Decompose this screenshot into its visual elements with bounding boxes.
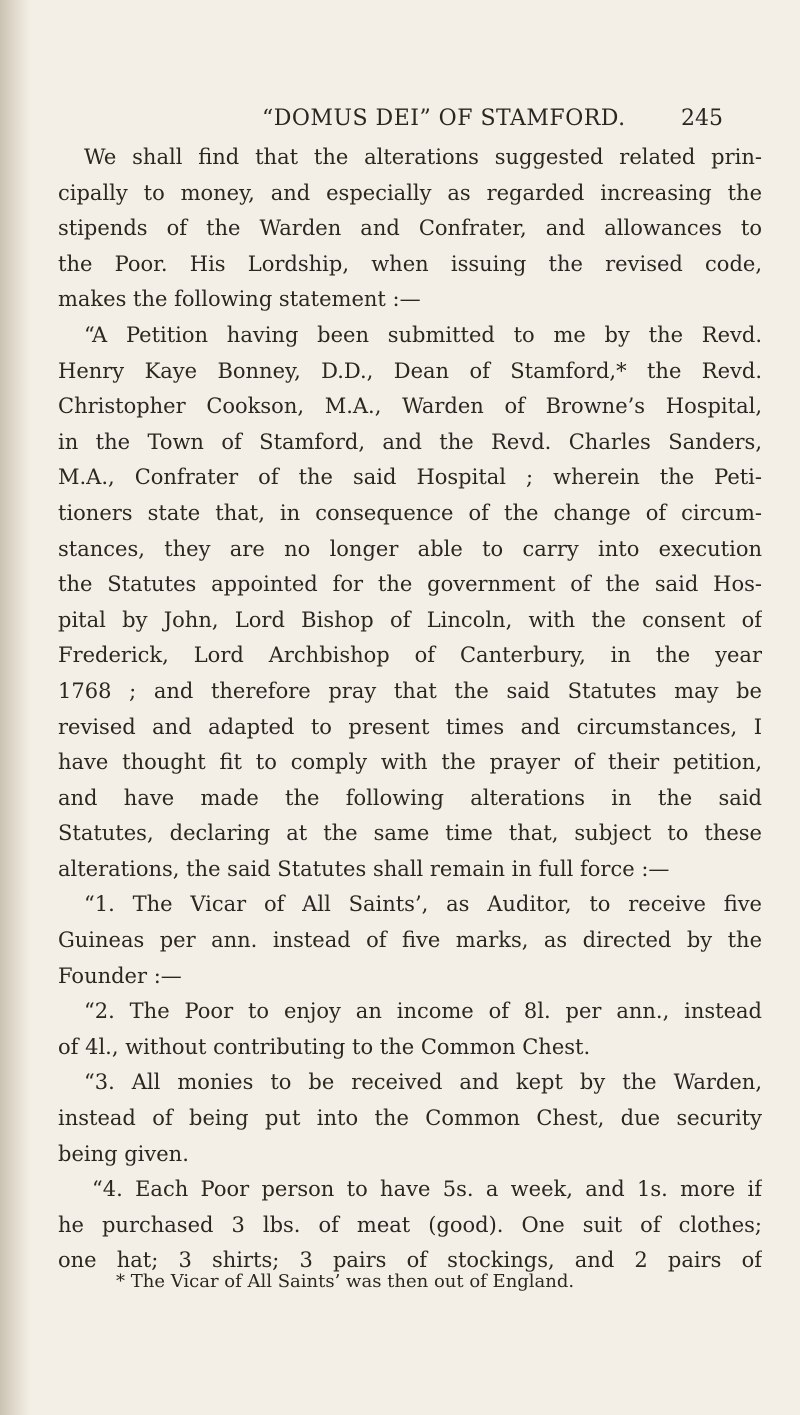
text-line: instead of being put into the Common Chest, due security bbox=[58, 1106, 762, 1131]
text-line: pital by John, Lord Bishop of Lincoln, with the consent of bbox=[58, 607, 762, 632]
text-line: “4. Each Poor person to have 5s. a week, and 1s. more if bbox=[92, 1177, 762, 1202]
text-line: Frederick, Lord Archbishop of Canterbury, in the year bbox=[58, 643, 762, 668]
page-number: 245 bbox=[681, 106, 723, 131]
running-title: “DOMUS DEI” OF STAMFORD. bbox=[262, 106, 626, 131]
text-line: Guineas per ann. instead of five marks, as directed by the bbox=[58, 928, 762, 953]
text-line: alterations, the said Statutes shall remain in full force :— bbox=[58, 856, 670, 881]
text-line: “3. All monies to be received and kept by the Warden, bbox=[84, 1070, 762, 1095]
text-line: one hat; 3 shirts; 3 pairs of stockings, and 2 pairs of bbox=[58, 1248, 762, 1273]
body-text bbox=[58, 140, 762, 1279]
binding-gutter bbox=[0, 0, 30, 1415]
text-line: the Statutes appointed for the government of the said Hos- bbox=[58, 572, 762, 597]
text-line: of 4l., without contributing to the Common Chest. bbox=[58, 1034, 591, 1059]
text-line: M.A., Confrater of the said Hospital ; wherein the Peti- bbox=[58, 465, 762, 490]
text-line: he purchased 3 lbs. of meat (good). One suit of clothes; bbox=[58, 1212, 762, 1237]
text-line: being given. bbox=[58, 1141, 189, 1166]
text-line: revised and adapted to present times and circumstances, I bbox=[58, 714, 762, 739]
text-line: the Poor. His Lordship, when issuing the revised code, bbox=[58, 251, 762, 276]
text-line: have thought fit to comply with the prayer of their petition, bbox=[58, 750, 762, 775]
text-line: tioners state that, in consequence of the change of circum- bbox=[58, 500, 762, 525]
text-line: Founder :— bbox=[58, 963, 182, 988]
text-line: “A Petition having been submitted to me by the Revd. bbox=[84, 322, 762, 347]
page-header bbox=[0, 106, 800, 138]
text-line: and have made the following alterations in the said bbox=[58, 785, 762, 810]
text-line: Christopher Cookson, M.A., Warden of Browne’s Hospital, bbox=[58, 394, 762, 419]
text-line: stances, they are no longer able to carry into execution bbox=[58, 536, 762, 561]
text-line: “1. The Vicar of All Saints’, as Auditor, to receive five bbox=[84, 892, 762, 917]
text-line: Statutes, declaring at the same time that, subject to these bbox=[58, 821, 762, 846]
text-line: in the Town of Stamford, and the Revd. Charles Sanders, bbox=[58, 429, 762, 454]
footnote: * The Vicar of All Saints’ was then out of England. bbox=[116, 1271, 575, 1292]
text-line: stipends of the Warden and Confrater, and allowances to bbox=[58, 216, 762, 241]
text-line: makes the following statement :— bbox=[58, 287, 421, 312]
text-line: cipally to money, and especially as regarded increasing the bbox=[58, 180, 762, 205]
text-line: We shall find that the alterations suggested related prin- bbox=[84, 145, 762, 169]
text-line: “2. The Poor to enjoy an income of 8l. per ann., instead bbox=[84, 999, 762, 1024]
text-line: 1768 ; and therefore pray that the said Statutes may be bbox=[58, 678, 762, 703]
text-line: Henry Kaye Bonney, D.D., Dean of Stamford,* the Revd. bbox=[58, 358, 762, 383]
